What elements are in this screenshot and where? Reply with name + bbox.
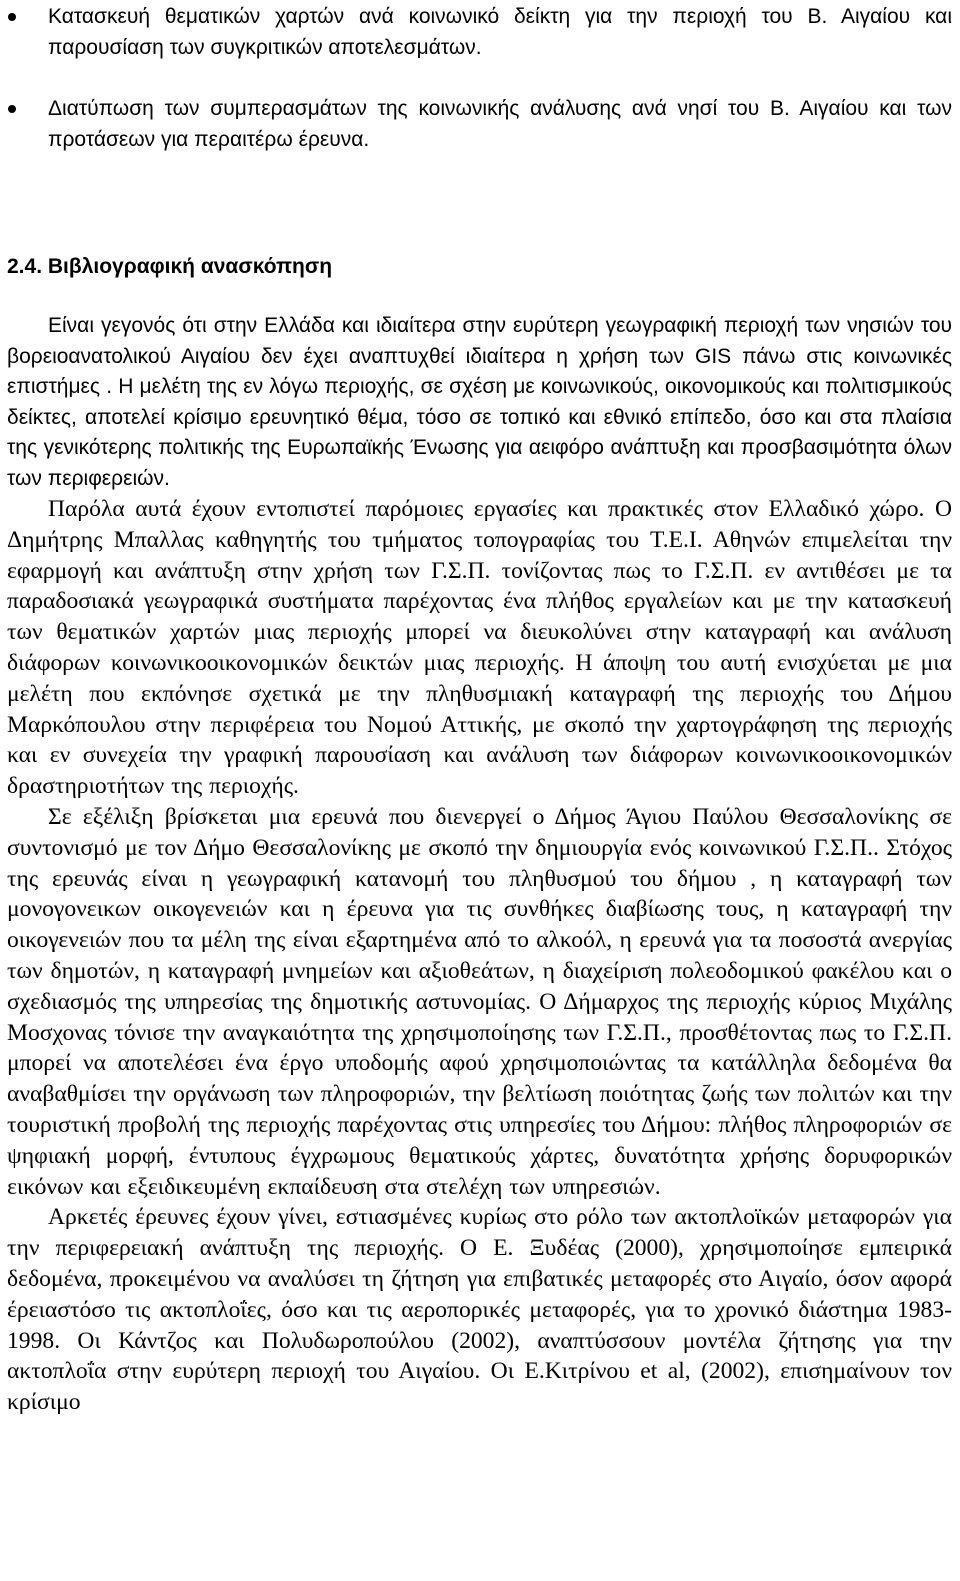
- bullet-dot-icon: [8, 105, 16, 113]
- section-number: 2.4.: [7, 255, 43, 278]
- paragraph: Παρόλα αυτά έχουν εντοπιστεί παρόμοιες εργασίες και πρακτικές στον Ελλαδικό χώρο. Ο Δημήτρης Μπαλλας καθηγητής του τμήματος τοπογραφίας του Τ.Ε.Ι. Αθηνών επιμελείται την εφαρμογή και ανάπτυξη στην χρήση των Γ.Σ.Π. τονίζοντας πως το Γ.Σ.Π. εν αντιθέσει με τα παραδοσιακά γεωγραφικά συστήματα παρέχοντας ένα πλήθος εργαλείων και με την κατασκευή των θεματικών χαρτών μιας περιοχής μπορεί να διευκολύνει στην καταγραφή και ανάλυση διάφορων κοινωνικοοικονομικών δεικτών μιας περιοχής. Η άποψη του αυτή ενισχύεται με μια μελέτη που εκπόνησε σχετικά με την πληθυσμιακή καταγραφή της περιοχής του Δήμου Μαρκόπουλου στην περιφέρεια του Νομού Αττικής, με σκοπό την χαρτογράφηση της περιοχής και εν συνεχεία την γραφική παρουσίαση και ανάλυση των διάφορων κοινωνικοοικονομικών δραστηριοτήτων της περιοχής.: [7, 496, 952, 800]
- section-title: Βιβλιογραφική ανασκόπηση: [47, 255, 333, 278]
- document-page: [7, 0, 952, 1581]
- bullet-item: [7, 2, 952, 63]
- bullet-dot-icon: [8, 13, 16, 21]
- bullet-text: Κατασκευή θεματικών χαρτών ανά κοινωνικό δείκτη για την περιοχή του Β. Αιγαίου και παρουσίαση των συγκριτικών αποτελεσμάτων.: [48, 5, 952, 59]
- bullet-list: [7, 2, 952, 186]
- paragraph: Αρκετές έρευνες έχουν γίνει, εστιασμένες κυρίως στο ρόλο των ακτοπλοϊκών μεταφορών για την περιφερειακή ανάπτυξη της περιοχής. Ο Ε. Ξυδέας (2000), χρησιμοποίησε εμπειρικά δεδομένα, προκειμένου να αναλύσει τη ζήτηση για επιβατικές μεταφορές στο Αιγαίο, όσον αφορά έρειαστόσο τις ακτοπλοΐες, όσο και τις αεροπορικές μεταφορές, για το χρονικό διάστημα 1983-1998. Οι Κάντζος και Πολυδωροπούλου (2002), αναπτύσσουν μοντέλα ζήτησης για την ακτοπλοΐα στην ευρύτερη περιοχή του Αιγαίου. Οι Ε.Κιτρίνου et al, (2002), επισημαίνουν τον κρίσιμο: [7, 1204, 952, 1416]
- bullet-text: Διατύπωση των συμπερασμάτων της κοινωνικής ανάλυσης ανά νησί του Β. Αιγαίου και των προτάσεων για περαιτέρω έρευνα.: [48, 97, 952, 151]
- paragraph: Είναι γεγονός ότι στην Ελλάδα και ιδιαίτερα στην ευρύτερη γεωγραφική περιοχή των νησιών του βορειοανατολικού Αιγαίου δεν έχει αναπτυχθεί ιδιαίτερα η χρήση των GIS πάνω στις κοινωνικές επιστήμες . Η μελέτη της εν λόγω περιοχής, σε σχέση με κοινωνικούς, οικονομικούς και πολιτισμικούς δείκτες, αποτελεί κρίσιμο ερευνητικό θέμα, τόσο σε τοπικό και εθνικό επίπεδο, όσο και στα πλαίσια της γενικότερης πολιτικής της Ευρωπαϊκής Ένωσης για αειφόρο ανάπτυξη και προσβασιμότητα όλων των περιφερειών.: [7, 314, 952, 490]
- bullet-item: [7, 94, 952, 155]
- paragraph: Σε εξέλιξη βρίσκεται μια ερευνά που διενεργεί ο Δήμος Άγιου Παύλου Θεσσαλονίκης σε συντονισμό με τον Δήμο Θεσσαλονίκης με σκοπό την δημιουργία ενός κοινωνικού Γ.Σ.Π.. Στόχος της ερευνάς είναι η γεωγραφική κατανομή του πληθυσμού του δήμου , η καταγραφή των μονογονεικων οικογενειών και η έρευνα για τις συνθήκες διαβίωσης τους, η καταγραφή την οικογενειών που τα μέλη της είναι εξαρτημένα από το αλκοόλ, η ερευνά για τα ποσοστά ανεργίας των δημοτών, η καταγραφή μνημείων και αξιοθεάτων, η διαχείριση πολεοδομικού φακέλου και ο σχεδιασμός της υπηρεσίας της δημοτικής αστυνομίας. Ο Δήμαρχος της περιοχής κύριος Μιχάλης Μοσχονας τόνισε την αναγκαιότητα της χρησιμοποίησης των Γ.Σ.Π., προσθέτοντας πως το Γ.Σ.Π. μπορεί να αποτελέσει ένα έργο υποδομής αφού χρησιμοποιώντας τα κατάλληλα δεδομένα θα αναβαθμίσει την οργάνωση των πληροφοριών, την βελτίωση ποιότητας ζωής των πολιτών και την τουριστική προβολή της περιοχής παρέχοντας στις υπηρεσίες του Δήμου: πλήθος πληροφοριών σε ψηφιακή μορφή, έντυπους έγχρωμους θεματικούς χάρτες, δυνατότητα χρήσης δορυφορικών εικόνων και εξειδικευμένη εκπαίδευση στα στελέχη των υπηρεσιών.: [7, 803, 952, 1200]
- body-text: [7, 311, 952, 1418]
- section-heading: [7, 252, 332, 282]
